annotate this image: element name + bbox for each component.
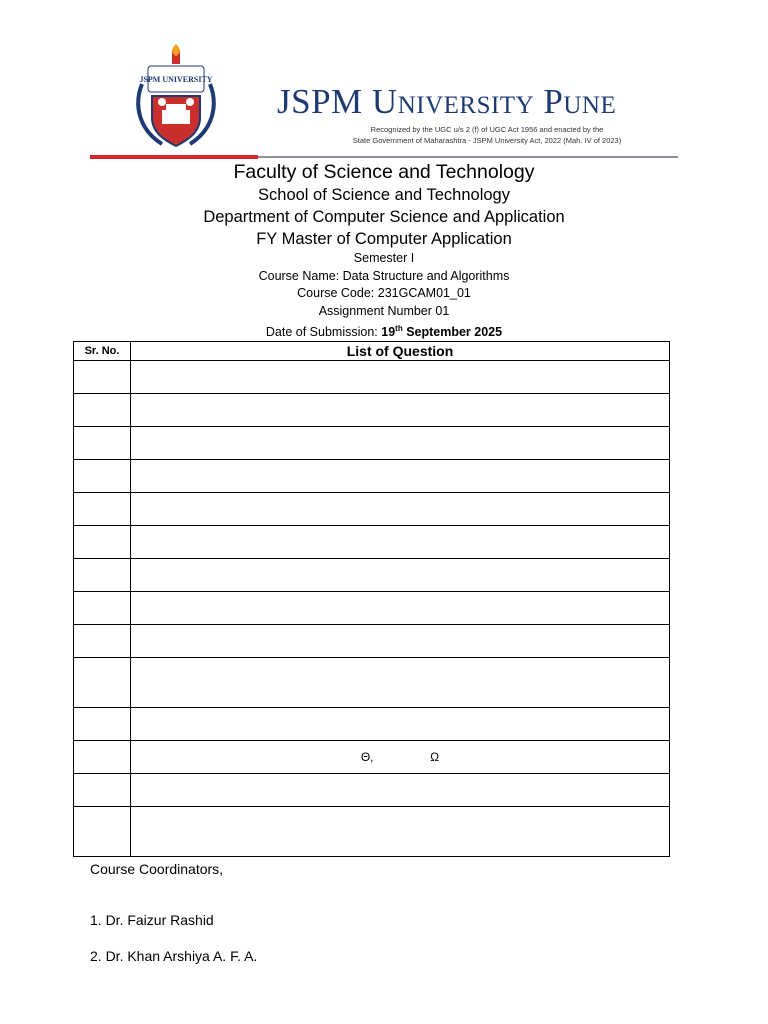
- question-cell: [131, 658, 670, 708]
- university-name-text: JSPM University Pune: [277, 82, 617, 121]
- header-sr-no: Sr. No.: [74, 342, 131, 361]
- header-list-of-question: List of Question: [131, 342, 670, 361]
- table-header-row: [74, 342, 670, 361]
- course-name: Course Name: Data Structure and Algorithms: [258, 268, 510, 283]
- table-row: [74, 658, 670, 708]
- table-row: [74, 361, 670, 394]
- question-cell: [131, 559, 670, 592]
- table-row: [74, 807, 670, 857]
- sr-no-cell: [74, 774, 131, 807]
- sr-no-cell: [74, 559, 131, 592]
- table-row: [74, 493, 670, 526]
- sr-no-cell: [74, 361, 131, 394]
- table-row: [74, 559, 670, 592]
- table-row: [74, 625, 670, 658]
- question-cell: [131, 427, 670, 460]
- sr-no-cell: [74, 460, 131, 493]
- assignment-number: Assignment Number 01: [318, 303, 450, 318]
- question-table: [73, 341, 670, 857]
- submission-day: 19: [381, 325, 396, 340]
- table-row: [74, 526, 670, 559]
- course-code: Course Code: 231GCAM01_01: [297, 286, 471, 300]
- course-coordinators-label: Course Coordinators,: [90, 861, 224, 877]
- table-row: [74, 741, 670, 774]
- header-divider-red: [90, 155, 258, 159]
- question-cell: [131, 460, 670, 493]
- question-cell: [131, 361, 670, 394]
- table-row: [74, 592, 670, 625]
- question-cell: [131, 592, 670, 625]
- table-row: [74, 427, 670, 460]
- university-logo: [132, 44, 220, 154]
- sr-no-cell: [74, 526, 131, 559]
- school-title: School of Science and Technology: [258, 186, 510, 204]
- submission-label: Date of Submission:: [265, 325, 382, 340]
- question-cell: [131, 807, 670, 857]
- submission-month-year: September 2025: [402, 325, 503, 340]
- table-row: [74, 708, 670, 741]
- sr-no-cell: [74, 658, 131, 708]
- question-cell: [131, 708, 670, 741]
- recognition-text: [322, 124, 652, 146]
- sr-no-cell: [74, 592, 131, 625]
- sr-no-cell: [74, 708, 131, 741]
- coordinator-2: 2. Dr. Khan Arshiya A. F. A.: [90, 948, 258, 964]
- sr-no-cell: [74, 394, 131, 427]
- recognition-line-1: Recognized by the UGC u/s 2 (f) of UGC Act 1956 and enacted by the: [370, 125, 604, 134]
- document-header: [0, 0, 768, 170]
- semester: Semester I: [353, 251, 415, 265]
- question-cell: [131, 493, 670, 526]
- document-titles: [0, 160, 768, 342]
- question-cell: [131, 774, 670, 807]
- question-cell: [131, 526, 670, 559]
- department-title: Department of Computer Science and Application: [203, 208, 565, 226]
- sr-no-cell: [74, 427, 131, 460]
- sr-no-cell: [74, 625, 131, 658]
- coordinator-1: 1. Dr. Faizur Rashid: [90, 912, 214, 928]
- question-cell: Θ, Ω: [131, 741, 670, 774]
- table-row: [74, 460, 670, 493]
- submission-suffix: th: [395, 324, 403, 333]
- program-title: FY Master of Computer Application: [256, 230, 512, 248]
- question-table-body: [74, 361, 670, 857]
- sr-no-cell: [74, 807, 131, 857]
- submission-date: [0, 320, 768, 342]
- faculty-title: Faculty of Science and Technology: [233, 161, 535, 183]
- question-cell: [131, 394, 670, 427]
- question-cell: [131, 625, 670, 658]
- sr-no-cell: [74, 493, 131, 526]
- table-row: [74, 774, 670, 807]
- recognition-line-2: State Government of Maharashtra - JSPM University Act, 2022 (Mah. IV of 2023): [352, 136, 622, 145]
- header-divider-gray: [258, 156, 678, 158]
- sr-no-cell: [74, 741, 131, 774]
- table-row: [74, 394, 670, 427]
- svg-text:JSPM UNIVERSITY: JSPM UNIVERSITY: [139, 75, 213, 84]
- university-name: [277, 82, 677, 122]
